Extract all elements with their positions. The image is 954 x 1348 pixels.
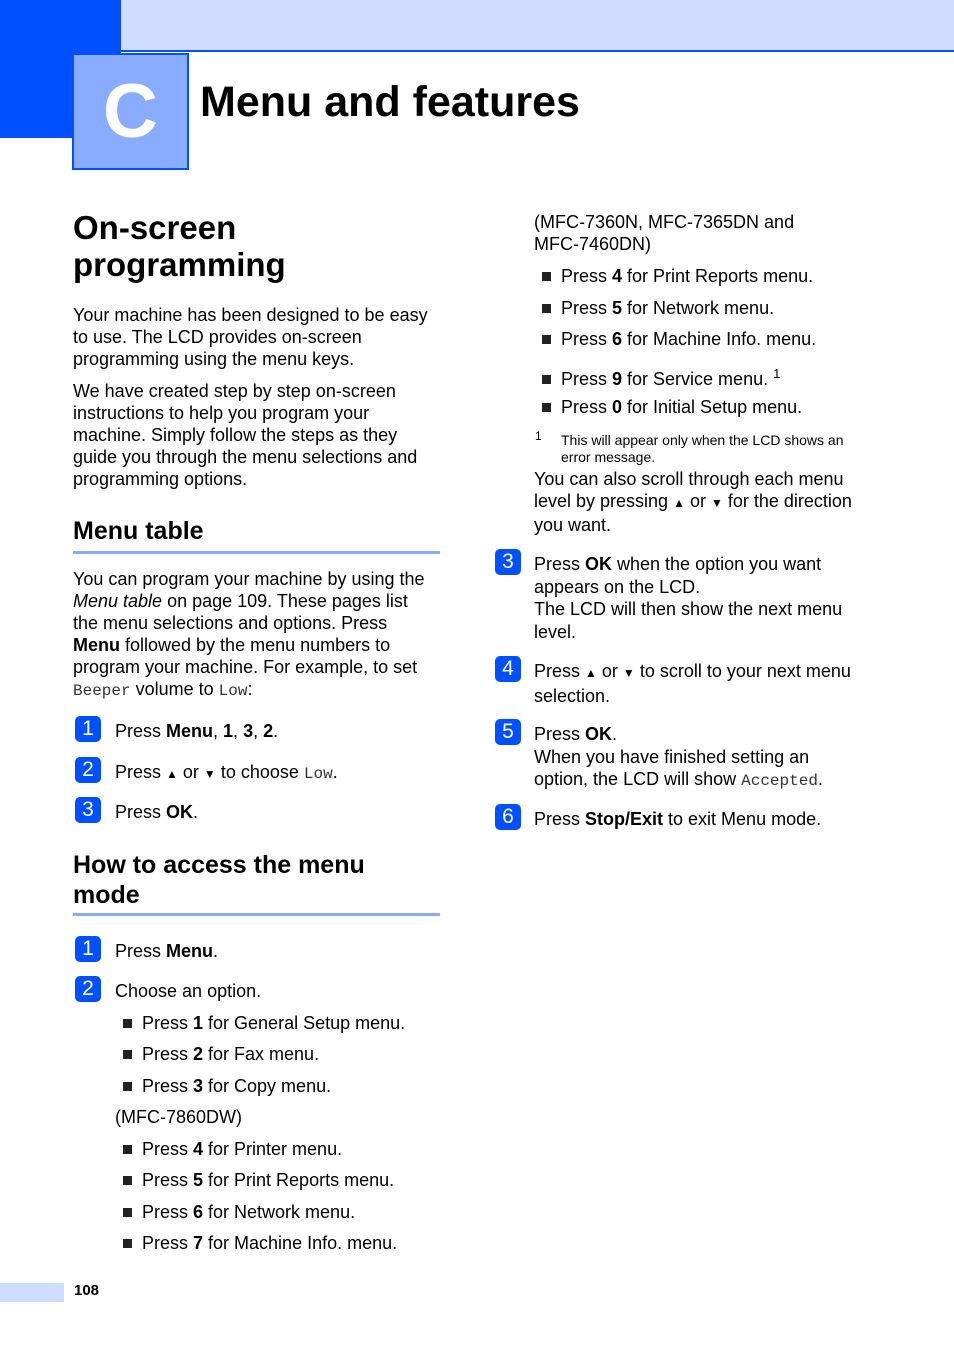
step-number-badge: 2 <box>75 757 101 783</box>
chapter-letter-tab <box>72 53 189 170</box>
footnote-reference: 1 <box>773 366 781 381</box>
step-number-badge: 5 <box>495 719 521 745</box>
heading-rule <box>73 551 440 554</box>
chapter-letter: C <box>103 69 158 154</box>
step-number-badge: 1 <box>75 716 101 742</box>
access-step-3: Press OK when the option you want appears on the LCD. The LCD will then show the next menu level. <box>534 554 843 642</box>
step-number-badge: 3 <box>75 797 101 823</box>
list-item: Press 6 for Machine Info. menu. <box>542 328 816 350</box>
intro-paragraph-2: We have created step by step on-screen instructions to help you program your machine. Simply follow the steps as they guide you through the menu selections and programming options. <box>73 381 418 489</box>
menu-table-step-3: Press OK. <box>115 802 199 822</box>
menu-table-step-2: Press ▲ or ▼ to choose Low. <box>115 762 338 783</box>
access-step-1: Press Menu. <box>115 941 219 961</box>
list-item: Press 3 for Copy menu. <box>123 1075 331 1097</box>
model-note-mfc-7860dw: (MFC-7860DW) <box>115 1107 243 1127</box>
bullet-square-icon <box>123 1082 132 1091</box>
down-arrow-icon: ▼ <box>203 767 216 781</box>
intro-paragraph-1: Your machine has been designed to be easy to use. The LCD provides on-screen programming using the menu keys. <box>73 305 428 369</box>
footnote-text: This will appear only when the LCD shows an error message. <box>561 432 844 465</box>
access-step-5: Press OK. When you have finished setting an option, the LCD will show Accepted. <box>534 724 823 790</box>
up-arrow-icon: ▲ <box>673 496 685 510</box>
heading-menu-table: Menu table <box>73 517 204 545</box>
model-note-mfc-7360n: (MFC-7360N, MFC-7365DN and MFC-7460DN) <box>534 212 795 254</box>
step-number-badge: 2 <box>75 976 101 1002</box>
step-number-badge: 1 <box>75 936 101 962</box>
section-title-on-screen-programming: On-screen programming <box>73 209 286 283</box>
page-number: 108 <box>74 1282 100 1299</box>
list-item: Press 5 for Network menu. <box>542 297 774 319</box>
bullet-square-icon <box>123 1145 132 1154</box>
access-step-4: Press ▲ or ▼ to scroll to your next menu selection. <box>534 661 851 706</box>
access-step-2: Choose an option. <box>115 981 262 1001</box>
down-arrow-icon: ▼ <box>622 666 635 680</box>
list-item: Press 5 for Print Reports menu. <box>123 1169 394 1191</box>
bullet-square-icon <box>123 1239 132 1248</box>
menu-table-intro: You can program your machine by using the Menu table on page 109. These pages list the menu selections and options. Press Menu followed by the menu numbers to program your machine. For example, to set Beeper volume to Low: <box>73 569 425 700</box>
list-item: Press 7 for Machine Info. menu. <box>123 1232 397 1254</box>
up-arrow-icon: ▲ <box>166 767 178 781</box>
list-item: Press 0 for Initial Setup menu. <box>542 396 802 418</box>
bullet-square-icon <box>542 304 551 313</box>
bullet-square-icon <box>123 1176 132 1185</box>
page-number-bar <box>0 1283 64 1302</box>
up-arrow-icon: ▲ <box>585 666 597 680</box>
bullet-square-icon <box>542 375 551 384</box>
list-item: Press 9 for Service menu. $^1$ <box>542 363 780 390</box>
menu-table-step-1: Press Menu, 1, 3, 2. <box>115 721 279 741</box>
down-arrow-icon: ▼ <box>710 496 723 510</box>
list-item: Press 2 for Fax menu. <box>123 1043 319 1065</box>
bullet-square-icon <box>123 1019 132 1028</box>
list-item: Press 1 for General Setup menu. <box>123 1012 405 1034</box>
step-number-badge: 6 <box>495 804 521 830</box>
list-item: Press 4 for Print Reports menu. <box>542 265 813 287</box>
list-item: Press 6 for Network menu. <box>123 1201 355 1223</box>
bullet-square-icon <box>123 1208 132 1217</box>
scroll-paragraph: You can also scroll through each menu level by pressing ▲ or ▼ for the direction you want. <box>534 469 852 535</box>
step-number-badge: 3 <box>495 549 521 575</box>
step-number-badge: 4 <box>495 656 521 682</box>
header-band <box>121 0 954 52</box>
bullet-square-icon <box>123 1050 132 1059</box>
access-step-6: Press Stop/Exit to exit Menu mode. <box>534 809 822 829</box>
heading-how-to-access: How to access the menu mode <box>73 851 365 909</box>
bullet-square-icon <box>542 403 551 412</box>
footnote-mark: 1 <box>535 429 542 443</box>
bullet-square-icon <box>542 272 551 281</box>
chapter-title: Menu and features <box>200 78 580 126</box>
heading-rule <box>73 913 440 916</box>
list-item: Press 4 for Printer menu. <box>123 1138 342 1160</box>
bullet-square-icon <box>542 335 551 344</box>
